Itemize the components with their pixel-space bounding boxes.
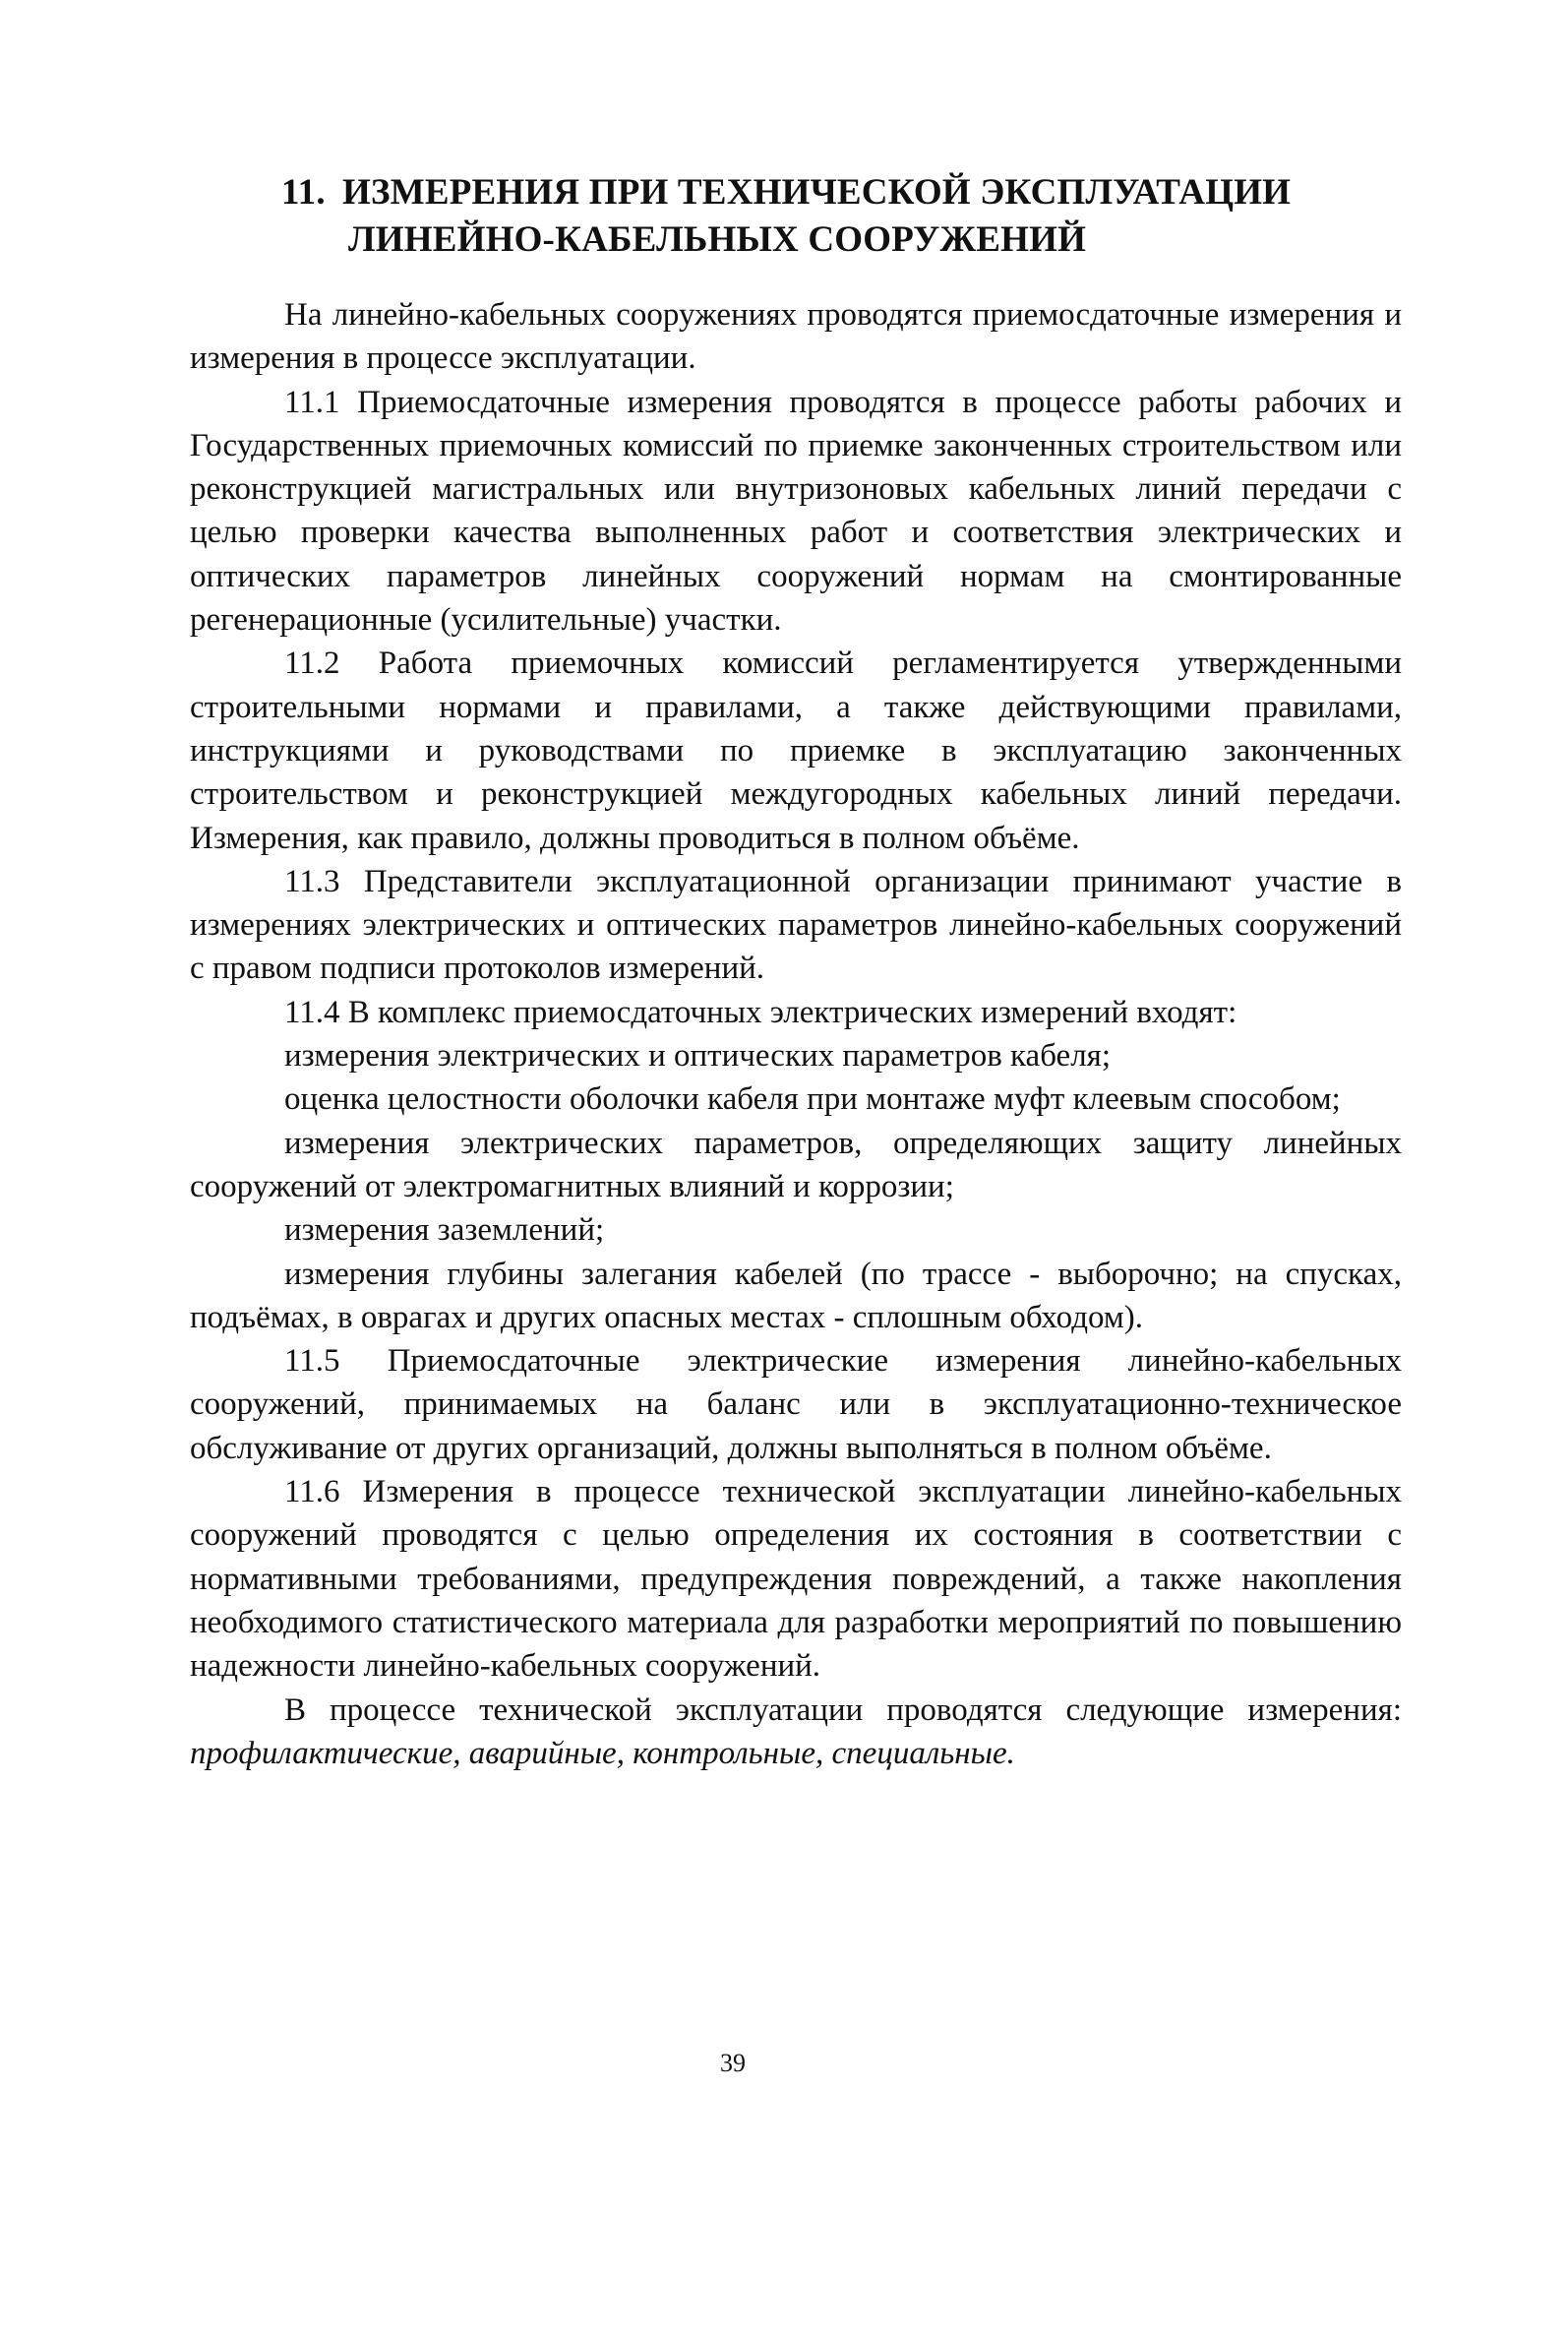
list-item-sheath-integrity: оценка целостности оболочки кабеля при монтаже муфт клеевым способом; xyxy=(284,1081,1341,1118)
paragraph-11-1: 11.1 Приемосдаточные измерения проводятся в процессе работы рабочих и Государственных приемочных комиссий по приемке законченных строительством или реконструкцией магистральных или внутризоновых кабельных линий передачи с целью проверки качества выполненных работ и соответствия электрических и оптических параметров линейных сооружений нормам на смонтированные регенерационные (усилительные) участки. xyxy=(190,384,1402,639)
paragraph-11-2: 11.2 Работа приемочных комиссий регламентируется утвержденными строительными нормами и правилами, а также действующими правилами, инструкциями и руководствами по приемке в эксплуатацию законченных строительством и реконструкцией междугородных кабельных линий передачи. Измерения, как правило, должны проводиться в полном объёме. xyxy=(190,645,1402,856)
list-item-cable-parameters: измерения электрических и оптических параметров кабеля; xyxy=(284,1038,1112,1075)
page-number: 39 xyxy=(720,2049,746,2077)
section-title-line-2: ЛИНЕЙНО-КАБЕЛЬНЫХ СООРУЖЕНИЙ xyxy=(348,219,1087,260)
paragraph-11-6: 11.6 Измерения в процессе технической эксплуатации линейно-кабельных сооружений проводятся с целью определения их состояния в соответствии с нормативными требованиями, предупреждения повреждений, а также накопления необходимого статистического материала для разработки мероприятий по повышению надежности линейно-кабельных сооружений. xyxy=(190,1474,1402,1685)
section-heading xyxy=(281,169,1403,264)
section-body xyxy=(190,293,1402,1775)
list-item-protection-parameters: измерения электрических параметров, определяющих защиту линейных сооружений от электромагнитных влияний и коррозии; xyxy=(190,1125,1402,1204)
paragraph-11-5: 11.5 Приемосдаточные электрические измерения линейно-кабельных сооружений, принимаемых на баланс или в эксплуатационно-техническое обслуживание от других организаций, должны выполняться в полном объёме. xyxy=(190,1343,1402,1466)
section-number: 11. xyxy=(281,172,326,213)
paragraph-intro: На линейно-кабельных сооружениях проводятся приемосдаточные измерения и измерения в процессе эксплуатации. xyxy=(190,297,1402,377)
paragraph-11-3: 11.3 Представители эксплуатационной организации принимают участие в измерениях электрических и оптических параметров линейно-кабельных сооружений с правом подписи протоколов измерений. xyxy=(190,863,1402,987)
paragraph-11-4: 11.4 В комплекс приемосдаточных электрических измерений входят: xyxy=(284,994,1237,1030)
list-item-cable-depth: измерения глубины залегания кабелей (по трассе - выборочно; на спусках, подъёмах, в оврагах и других опасных местах - сплошным обходом). xyxy=(190,1256,1402,1335)
paragraph-measurement-types xyxy=(190,1689,1402,1776)
section-title-line-1: ИЗМЕРЕНИЯ ПРИ ТЕХНИЧЕСКОЙ ЭКСПЛУАТАЦИИ xyxy=(342,172,1292,213)
measurement-types-list: профилактические, аварийные, контрольные, специальные. xyxy=(190,1735,1015,1771)
measurement-types-prefix: В процессе технической эксплуатации проводятся следующие измерения: xyxy=(284,1691,1402,1728)
list-item-grounding: измерения заземлений; xyxy=(284,1212,605,1249)
